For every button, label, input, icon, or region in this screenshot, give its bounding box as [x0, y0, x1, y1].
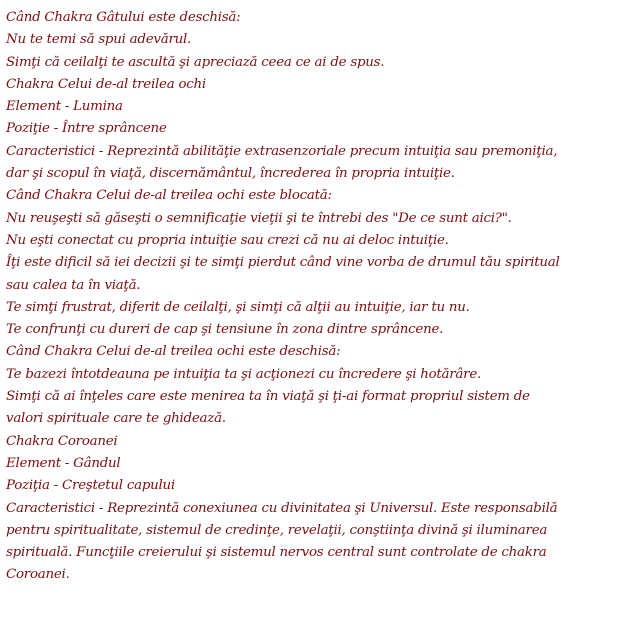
- text-line-22: Poziţia - Creştetul capului: [6, 478, 175, 494]
- text-line-23: Caracteristici - Reprezintă conexiunea cu divinitatea şi Universul. Este responsabilă: [6, 500, 558, 516]
- text-line-04: Chakra Celui de-al treilea ochi: [6, 76, 206, 92]
- text-line-25: spirituală. Funcţiile creierului şi sistemul nervos central sunt controlate de chakra: [6, 545, 547, 561]
- text-line-01: Când Chakra Gâtului este deschisă:: [6, 10, 241, 25]
- text-line-06: Poziţie - Între sprâncene: [6, 121, 167, 137]
- chakra-text-document: [6, 7, 618, 587]
- text-line-11: Nu eşti conectat cu propria intuiţie sau crezi că nu ai deloc intuiţie.: [6, 232, 449, 248]
- text-line-12: Îţi este dificil să iei decizii şi te simţi pierdut când vine vorba de drumul tău spiritual: [6, 255, 560, 271]
- text-line-15: Te confrunţi cu dureri de cap şi tensiune în zona dintre sprâncene.: [6, 322, 444, 338]
- text-line-17: Te bazezi întotdeauna pe intuiţia ta şi acţionezi cu încredere şi hotărâre.: [6, 366, 482, 382]
- text-line-09: Când Chakra Celui de-al treilea ochi este blocată:: [6, 188, 332, 204]
- text-line-02: Nu te temi să spui adevărul.: [6, 32, 192, 48]
- text-line-08: dar şi scopul în viaţă, discernământul, încrederea în propria intuiţie.: [6, 166, 455, 182]
- text-line-14: Te simţi frustrat, diferit de ceilalţi, şi simţi că alţii au intuiţie, iar tu nu.: [6, 299, 470, 315]
- text-line-20: Chakra Coroanei: [6, 433, 118, 449]
- text-line-13: sau calea ta în viaţă.: [6, 277, 141, 293]
- text-line-03: Simţi că ceilalţi te ascultă şi apreciază ceea ce ai de spus.: [6, 54, 385, 70]
- text-line-24: pentru spiritualitate, sistemul de credinţe, revelaţii, conştiinţa divină şi iluminarea: [6, 522, 548, 538]
- text-line-26: Coroanei.: [6, 567, 70, 583]
- text-line-18: Simţi că ai înţeles care este menirea ta în viaţă şi ţi-ai format propriul sistem de: [6, 389, 530, 405]
- text-line-21: Element - Gândul: [6, 455, 121, 471]
- text-line-10: Nu reuşeşti să găseşti o semnificaţie vieţii şi te întrebi des "De ce sunt aici?".: [6, 210, 512, 226]
- text-line-05: Element - Lumina: [6, 99, 123, 115]
- text-line-07: Caracteristici - Reprezintă abilităţie extrasenzoriale precum intuiţia sau premoniţia,: [6, 143, 558, 159]
- text-line-16: Când Chakra Celui de-al treilea ochi este deschisă:: [6, 344, 341, 360]
- text-line-19: valori spirituale care te ghidează.: [6, 411, 226, 427]
